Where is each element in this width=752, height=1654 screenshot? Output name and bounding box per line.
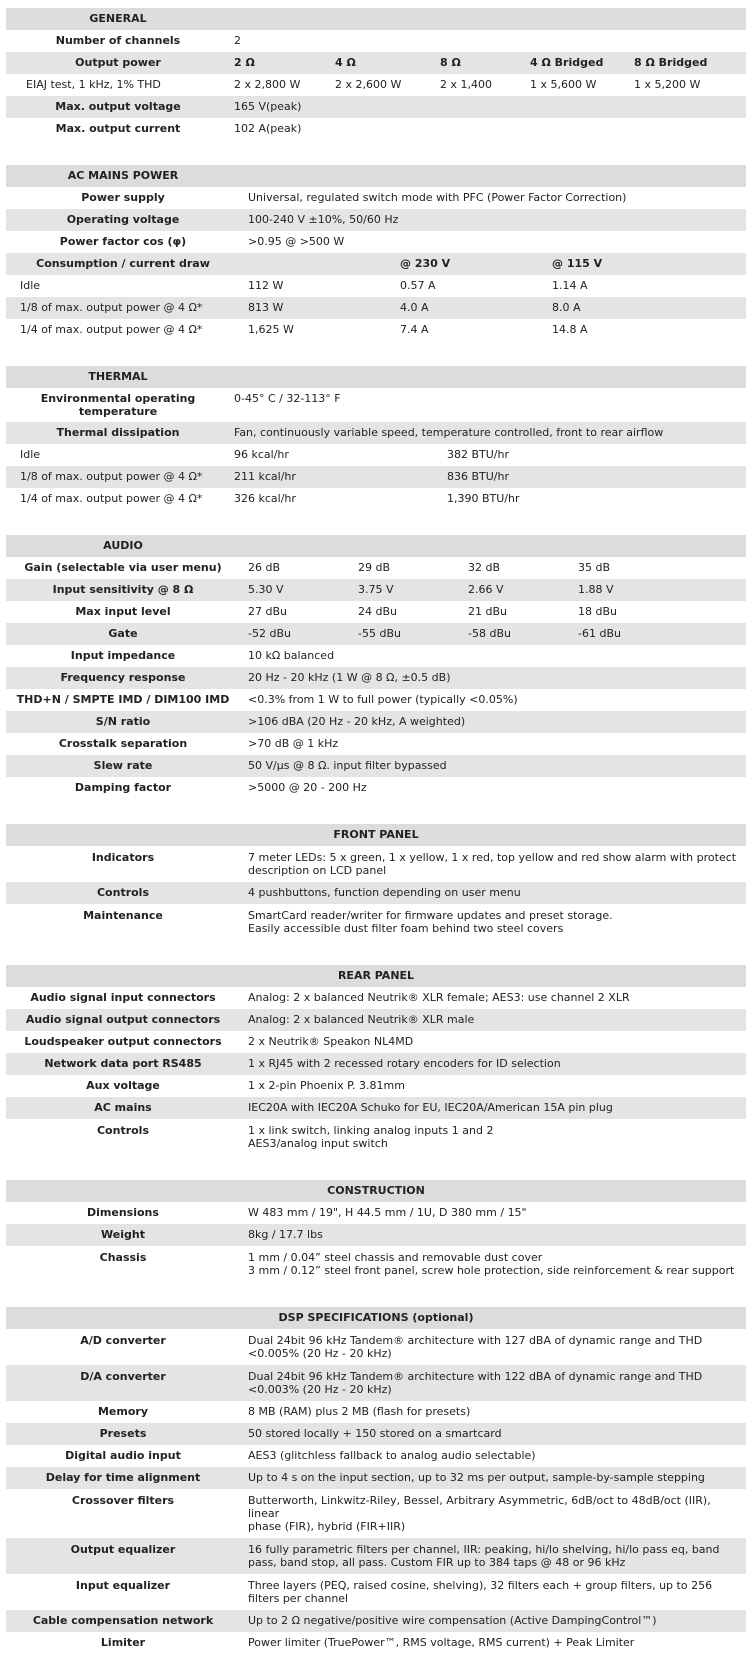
spec-value: Fan, continuously variable speed, temperature controlled, front to rear airflow — [234, 426, 664, 439]
spec-value — [240, 886, 746, 899]
spec-value — [240, 1494, 746, 1533]
spec-value: 50 stored locally + 150 stored on a smartcard — [248, 1427, 502, 1440]
section-ac-mains — [6, 165, 746, 341]
spec-value: W 483 mm / 19", H 44.5 mm / 1U, D 380 mm / 15" — [248, 1206, 527, 1219]
spec-label: Digital audio input — [65, 1449, 181, 1462]
spec-row — [6, 1202, 746, 1224]
spec-value: 10 kΩ balanced — [248, 649, 335, 662]
spec-label: Gain (selectable via user menu) — [24, 561, 222, 574]
section-rear-panel — [6, 965, 746, 1155]
spec-value-line: Dual 24bit 96 kHz Tandem® architecture with 127 dBA of dynamic range and THD — [248, 1334, 703, 1347]
spec-row — [6, 1119, 746, 1155]
spec-row-power-factor — [6, 231, 746, 253]
spec-value — [240, 1251, 746, 1277]
spec-value — [240, 1543, 746, 1569]
spec-row — [6, 645, 746, 667]
spec-row — [6, 1329, 746, 1365]
spec-row-consumption-header — [6, 253, 746, 275]
spec-label: AC mains — [94, 1101, 152, 1114]
table-cell: 813 W — [248, 301, 284, 314]
spec-row-input-sensitivity — [6, 579, 746, 601]
spec-value — [240, 851, 746, 877]
spec-label: Crossover filters — [71, 1494, 175, 1507]
spec-value: Analog: 2 x balanced Neutrik® XLR male — [248, 1013, 475, 1026]
spec-value: <0.3% from 1 W to full power (typically <0.05%) — [248, 693, 518, 706]
table-cell: -61 dBu — [578, 627, 621, 640]
spec-value-line: Three layers (PEQ, raised cosine, shelving), 32 filters each + group filters, up to 256 — [248, 1579, 713, 1592]
table-header-cell: 8 Ω Bridged — [634, 56, 708, 69]
spec-value-line: 4 pushbuttons, function depending on user menu — [248, 886, 521, 899]
spec-label: 1/8 of max. output power @ 4 Ω* — [20, 301, 203, 314]
table-cell: 326 kcal/hr — [234, 492, 296, 505]
spec-label: Cable compensation network — [32, 1614, 214, 1627]
spec-value: >0.95 @ >500 W — [248, 235, 345, 248]
spec-label: D/A converter — [80, 1370, 166, 1383]
spec-row — [6, 1031, 746, 1053]
section-thermal — [6, 366, 746, 510]
spec-value-line: <0.003% (20 Hz - 20 kHz) — [248, 1383, 392, 1396]
section-front-panel — [6, 824, 746, 940]
table-cell: -55 dBu — [358, 627, 401, 640]
table-cell: 1,625 W — [248, 323, 294, 336]
spec-value: 8 MB (RAM) plus 2 MB (flash for presets) — [248, 1405, 471, 1418]
spacer — [0, 799, 752, 824]
spec-value — [240, 1370, 746, 1396]
spec-value: >70 dB @ 1 kHz — [248, 737, 339, 750]
table-header-cell: 4 Ω — [335, 56, 356, 69]
spec-value-line: 1 mm / 0.04” steel chassis and removable dust cover — [248, 1251, 543, 1264]
table-cell: 836 BTU/hr — [447, 470, 510, 483]
table-row — [6, 275, 746, 297]
spec-row — [6, 987, 746, 1009]
spacer — [0, 341, 752, 366]
spec-value: IEC20A with IEC20A Schuko for EU, IEC20A/American 15A pin plug — [248, 1101, 613, 1114]
spec-row-operating-voltage — [6, 209, 746, 231]
table-row — [6, 444, 746, 466]
table-cell: 29 dB — [358, 561, 391, 574]
spec-label: Controls — [96, 1124, 150, 1137]
spec-row-dissipation — [6, 422, 746, 444]
spec-row — [6, 1246, 746, 1282]
spec-row-power-supply — [6, 187, 746, 209]
spec-row-max-current — [6, 118, 746, 140]
spec-value-line: pass, band stop, all pass. Custom FIR up to 384 taps @ 48 or 96 kHz — [248, 1556, 626, 1569]
spec-label: 1/4 of max. output power @ 4 Ω* — [20, 492, 203, 505]
table-row — [6, 297, 746, 319]
spec-label: Chassis — [99, 1251, 147, 1264]
table-header-cell: 4 Ω Bridged — [530, 56, 604, 69]
spec-label: Input equalizer — [75, 1579, 171, 1592]
spec-row-max-voltage — [6, 96, 746, 118]
spec-row-gain — [6, 557, 746, 579]
table-cell: 2 x 2,600 W — [335, 78, 402, 91]
spec-label: Damping factor — [74, 781, 172, 794]
spec-row — [6, 733, 746, 755]
table-cell: 35 dB — [578, 561, 611, 574]
table-cell: 14.8 A — [552, 323, 588, 336]
spec-value: Power limiter (TruePower™, RMS voltage, RMS current) + Peak Limiter — [248, 1636, 635, 1649]
spec-row — [6, 904, 746, 940]
spec-label: Thermal dissipation — [56, 426, 180, 439]
spec-row-env-temp — [6, 388, 746, 422]
spec-label: Loudspeaker output connectors — [24, 1035, 222, 1048]
spec-label: Input sensitivity @ 8 Ω — [52, 583, 194, 596]
section-construction — [6, 1180, 746, 1282]
spec-value: 2 x Neutrik® Speakon NL4MD — [248, 1035, 414, 1048]
table-cell: 1.88 V — [578, 583, 614, 596]
spec-row — [6, 1445, 746, 1467]
spec-label: Max. output current — [55, 122, 181, 135]
spec-row-channels — [6, 30, 746, 52]
spec-row — [6, 1632, 746, 1654]
spec-value: 102 A(peak) — [234, 122, 302, 135]
spec-value-line: 1 x link switch, linking analog inputs 1 and 2 — [248, 1124, 494, 1137]
spec-label: Limiter — [100, 1636, 146, 1649]
table-header-cell: 2 Ω — [234, 56, 255, 69]
spec-value: 2 — [234, 34, 241, 47]
spec-value: Up to 2 Ω negative/positive wire compensation (Active DampingControl™) — [248, 1614, 657, 1627]
table-header-cell: @ 115 V — [552, 257, 603, 270]
spec-label: Input impedance — [70, 649, 176, 662]
spec-value: 165 V(peak) — [234, 100, 302, 113]
section-header-front-panel — [6, 824, 746, 846]
spec-label: Controls — [96, 886, 150, 899]
spec-label: Maintenance — [83, 909, 163, 922]
spec-row — [6, 689, 746, 711]
table-cell: -58 dBu — [468, 627, 511, 640]
spec-row — [6, 1097, 746, 1119]
section-title: GENERAL — [89, 12, 147, 25]
section-header-dsp — [6, 1307, 746, 1329]
spacer — [0, 1155, 752, 1180]
section-title: AC MAINS POWER — [67, 169, 179, 182]
section-header-ac-mains — [6, 165, 746, 187]
spec-value-line: AES3/analog input switch — [248, 1137, 388, 1150]
spec-row — [6, 711, 746, 733]
section-general — [6, 8, 746, 140]
spec-label: Aux voltage — [86, 1079, 160, 1092]
spec-label: Slew rate — [93, 759, 153, 772]
table-cell: 2 x 1,400 — [440, 78, 492, 91]
spec-row — [6, 1009, 746, 1031]
spec-value: AES3 (glitchless fallback to analog audio selectable) — [248, 1449, 536, 1462]
spec-row — [6, 1053, 746, 1075]
table-cell: 8.0 A — [552, 301, 581, 314]
spec-label: Output equalizer — [70, 1543, 176, 1556]
spec-value-line: SmartCard reader/writer for firmware updates and preset storage. — [248, 909, 613, 922]
table-cell: 382 BTU/hr — [447, 448, 510, 461]
spec-row — [6, 1365, 746, 1401]
section-header-thermal — [6, 366, 746, 388]
spec-row — [6, 846, 746, 882]
table-cell: 2.66 V — [468, 583, 504, 596]
table-cell: 1,390 BTU/hr — [447, 492, 520, 505]
spec-value-line: <0.005% (20 Hz - 20 kHz) — [248, 1347, 392, 1360]
section-title: DSP SPECIFICATIONS (optional) — [278, 1311, 474, 1324]
spec-value-line: description on LCD panel — [248, 864, 387, 877]
spec-value: >106 dBA (20 Hz - 20 kHz, A weighted) — [248, 715, 466, 728]
spec-label: Crosstalk separation — [58, 737, 188, 750]
spec-value: Up to 4 s on the input section, up to 32 ms per output, sample-by-sample stepping — [248, 1471, 705, 1484]
section-header-audio — [6, 535, 746, 557]
spec-value: 20 Hz - 20 kHz (1 W @ 8 Ω, ±0.5 dB) — [248, 671, 451, 684]
section-dsp — [6, 1307, 746, 1654]
table-cell: -52 dBu — [248, 627, 291, 640]
spec-value: 50 V/μs @ 8 Ω. input filter bypassed — [248, 759, 447, 772]
spec-value — [240, 909, 746, 935]
spec-label: Power factor cos (φ) — [59, 235, 187, 248]
table-cell: 24 dBu — [358, 605, 397, 618]
table-row — [6, 488, 746, 510]
spec-label: 1/8 of max. output power @ 4 Ω* — [20, 470, 203, 483]
spec-label: Output power — [75, 56, 161, 69]
spec-label: Audio signal input connectors — [30, 991, 216, 1004]
spec-value: 1 x 2-pin Phoenix P. 3.81mm — [248, 1079, 405, 1092]
section-title: REAR PANEL — [337, 969, 415, 982]
spec-value: 100-240 V ±10%, 50/60 Hz — [248, 213, 399, 226]
spec-value — [240, 1579, 746, 1605]
table-cell: 7.4 A — [400, 323, 429, 336]
table-cell: 2 x 2,800 W — [234, 78, 301, 91]
spacer — [0, 940, 752, 965]
spec-label: EIAJ test, 1 kHz, 1% THD — [26, 78, 161, 91]
spec-label: Network data port RS485 — [44, 1057, 202, 1070]
spec-label: Gate — [108, 627, 138, 640]
spec-value: 8kg / 17.7 lbs — [248, 1228, 323, 1241]
table-cell: 1 x 5,200 W — [634, 78, 701, 91]
section-title: THERMAL — [88, 370, 148, 383]
spec-row — [6, 1538, 746, 1574]
spec-label: Max input level — [75, 605, 171, 618]
section-header-rear-panel — [6, 965, 746, 987]
spec-row — [6, 1401, 746, 1423]
spec-label: Presets — [99, 1427, 147, 1440]
table-cell: 3.75 V — [358, 583, 394, 596]
spec-label: Power supply — [81, 191, 165, 204]
spec-label: Idle — [20, 279, 41, 292]
spec-row — [6, 1075, 746, 1097]
spec-label: Audio signal output connectors — [25, 1013, 221, 1026]
spec-label: Delay for time alignment — [45, 1471, 201, 1484]
table-cell: 21 dBu — [468, 605, 507, 618]
table-cell: 32 dB — [468, 561, 501, 574]
spec-value-line: Butterworth, Linkwitz-Riley, Bessel, Arbitrary Asymmetric, 6dB/oct to 48dB/oct (IIR), linear — [248, 1494, 711, 1520]
section-title: AUDIO — [103, 539, 143, 552]
table-row — [6, 319, 746, 341]
table-cell: 4.0 A — [400, 301, 429, 314]
spec-row — [6, 1224, 746, 1246]
spec-row — [6, 1610, 746, 1632]
spec-value — [240, 1334, 746, 1360]
spec-label: 1/4 of max. output power @ 4 Ω* — [20, 323, 203, 336]
section-audio — [6, 535, 746, 799]
spec-label: Weight — [101, 1228, 145, 1241]
spec-label: THD+N / SMPTE IMD / DIM100 IMD — [16, 693, 230, 706]
spec-label: Idle — [20, 448, 41, 461]
table-cell: 112 W — [248, 279, 284, 292]
table-cell: 1 x 5,600 W — [530, 78, 597, 91]
table-cell: 26 dB — [248, 561, 281, 574]
spec-value: Analog: 2 x balanced Neutrik® XLR female; AES3: use channel 2 XLR — [248, 991, 630, 1004]
spec-label: A/D converter — [80, 1334, 166, 1347]
section-header-construction — [6, 1180, 746, 1202]
spec-value: Universal, regulated switch mode with PFC (Power Factor Correction) — [248, 191, 627, 204]
table-cell: 96 kcal/hr — [234, 448, 289, 461]
table-row — [6, 466, 746, 488]
spec-row — [6, 1574, 746, 1610]
spec-value-line: Dual 24bit 96 kHz Tandem® architecture with 122 dBA of dynamic range and THD — [248, 1370, 703, 1383]
spacer — [0, 510, 752, 535]
spec-value-line: phase (FIR), hybrid (FIR+IIR) — [248, 1520, 406, 1533]
spec-label: Frequency response — [60, 671, 186, 684]
spec-row — [6, 882, 746, 904]
spec-value — [240, 1124, 746, 1150]
section-header-general — [6, 8, 746, 30]
spec-value-line: 16 fully parametric filters per channel, IIR: peaking, hi/lo shelving, hi/lo pass eq, band — [248, 1543, 720, 1556]
spec-label: Environmental operating temperature — [40, 392, 196, 418]
spec-label: Indicators — [91, 851, 155, 864]
table-cell: 1.14 A — [552, 279, 588, 292]
table-cell: 0.57 A — [400, 279, 436, 292]
spacer — [0, 1282, 752, 1307]
table-cell: 211 kcal/hr — [234, 470, 296, 483]
spec-value: 0-45° C / 32-113° F — [234, 392, 341, 405]
spec-row-gate — [6, 623, 746, 645]
spec-label: Dimensions — [87, 1206, 159, 1219]
spec-label: Operating voltage — [66, 213, 180, 226]
spec-row — [6, 1423, 746, 1445]
spec-row-output-power — [6, 52, 746, 74]
spec-value-line: 3 mm / 0.12” steel front panel, screw hole protection, side reinforcement & rear support — [248, 1264, 735, 1277]
section-title: FRONT PANEL — [333, 828, 419, 841]
spec-row — [6, 1489, 746, 1538]
spec-row-eiaj — [6, 74, 746, 96]
table-cell: 18 dBu — [578, 605, 617, 618]
spec-row-max-input — [6, 601, 746, 623]
spec-value-line: 7 meter LEDs: 5 x green, 1 x yellow, 1 x red, top yellow and red show alarm with protect — [248, 851, 737, 864]
spec-label: Memory — [97, 1405, 149, 1418]
spacer — [0, 140, 752, 165]
table-cell: 5.30 V — [248, 583, 284, 596]
table-cell: 27 dBu — [248, 605, 287, 618]
spec-value-line: Easily accessible dust filter foam behind two steel covers — [248, 922, 564, 935]
table-header-cell: @ 230 V — [400, 257, 451, 270]
table-header-cell: 8 Ω — [440, 56, 461, 69]
spec-value: >5000 @ 20 - 200 Hz — [248, 781, 367, 794]
spec-row — [6, 755, 746, 777]
spec-value-line: filters per channel — [248, 1592, 349, 1605]
spec-label: Consumption / current draw — [36, 257, 210, 270]
spec-row — [6, 1467, 746, 1489]
section-title: CONSTRUCTION — [327, 1184, 425, 1197]
spec-label: S/N ratio — [95, 715, 151, 728]
spec-value: 1 x RJ45 with 2 recessed rotary encoders for ID selection — [248, 1057, 561, 1070]
spec-row — [6, 777, 746, 799]
spec-label: Max. output voltage — [55, 100, 181, 113]
spec-row — [6, 667, 746, 689]
spec-label: Number of channels — [55, 34, 181, 47]
